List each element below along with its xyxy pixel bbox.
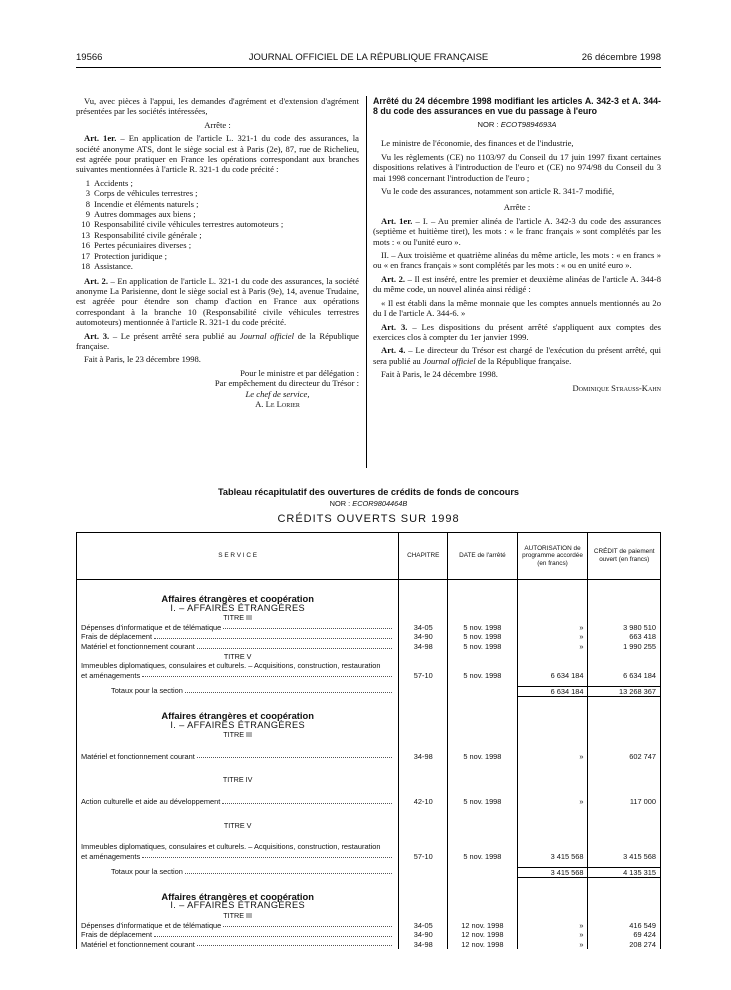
- row-chapitre: 34-98: [399, 752, 448, 762]
- row-label: Frais de déplacement: [81, 930, 153, 940]
- row-label: Matériel et fonctionnement courant: [81, 939, 195, 949]
- section-row: [77, 721, 661, 731]
- spacer-row: [77, 761, 661, 775]
- titre-heading: TITRE V: [77, 821, 399, 831]
- article-2: [373, 274, 661, 295]
- row-chapitre: 57-10: [399, 852, 448, 862]
- row-chapitre: 34-05: [399, 623, 448, 633]
- article-3: [373, 322, 661, 343]
- row-credit: 1 990 255: [588, 642, 661, 652]
- row-chapitre: 34-98: [399, 940, 448, 950]
- right-column: [373, 96, 661, 396]
- total-label: Totaux pour la section: [111, 686, 183, 696]
- article-text: – En application de l'article L. 321-1 du code des assurances, la société anonyme La Parisienne, dont le siège social est à Paris (9e), 14, avenue Trudaine, est agréée pour étendre son champ d'action en France aux opérations correspondant à la branche 10 (Responsabilité civile véhicules terrestres automoteurs) mentionnée à l'article R. 321-1 du code précité.: [76, 275, 359, 328]
- branch-number: 17: [81, 250, 90, 261]
- branch-item: [76, 178, 359, 188]
- branch-label: Accidents ;: [94, 177, 133, 188]
- nor-label: NOR :: [329, 499, 351, 508]
- row-autorisation: »: [517, 752, 588, 762]
- branch-label: Pertes pécuniaires diverses ;: [94, 240, 192, 251]
- row-chapitre: 57-10: [399, 671, 448, 681]
- row-date: 5 nov. 1998: [448, 852, 517, 862]
- branch-label: Assistance.: [94, 261, 133, 272]
- article-label: Art. 4.: [381, 345, 406, 356]
- titre-heading: TITRE V: [77, 652, 399, 662]
- titre-heading: TITRE IV: [77, 775, 399, 785]
- visa-2: Vu le code des assurances, notamment son article R. 341-7 modifié,: [381, 186, 615, 197]
- table-row: [77, 921, 661, 931]
- issue-date: 26 décembre 1998: [581, 52, 661, 63]
- titre-row: [77, 652, 661, 662]
- branch-item: [76, 261, 359, 271]
- row-autorisation: »: [517, 642, 588, 652]
- titre-row: [77, 613, 661, 623]
- article-label: Art. 3.: [381, 321, 408, 332]
- branch-label: Incendie et éléments naturels ;: [94, 198, 199, 209]
- ministry-heading: Affaires étrangères et coopération: [77, 878, 399, 902]
- row-label-line: Immeubles diplomatiques, consulaires et culturels. – Acquisitions, construction, restauration: [77, 661, 399, 671]
- signatory-name: Dominique Strauss-Kahn: [572, 382, 661, 393]
- titre-heading: TITRE III: [77, 730, 399, 740]
- table-heading: [76, 487, 661, 525]
- article-text: – En application de l'article L. 321-1 du code des assurances, la société anonyme ATS, dont le siège social est à Paris (2e), 87, rue de Richelieu, est agréée pour pratiquer en France les opérations correspondant aux branches suivantes mentionnées à l'article R. 321-1 du code précité :: [76, 133, 359, 175]
- row-autorisation: »: [517, 930, 588, 940]
- row-chapitre: 42-10: [399, 797, 448, 807]
- article-text: – Le directeur du Trésor est chargé de l'exécution du présent arrêté, qui sera publié au: [373, 345, 662, 366]
- table-header-row: [77, 533, 661, 580]
- col-chapitre: CHAPITRE: [399, 533, 448, 580]
- branch-number: 1: [85, 177, 90, 188]
- visa-1: Vu les règlements (CE) no 1103/97 du Conseil du 17 juin 1997 fixant certaines dispositions relatives à l'introduction de l'euro et (CE) no 974/98 du Conseil du 3 mai 1998 concernant l'introduction de l'euro ;: [373, 151, 661, 183]
- titre-row: [77, 775, 661, 785]
- row-date: 12 nov. 1998: [448, 930, 517, 940]
- ministry-row: [77, 580, 661, 604]
- row-date: 5 nov. 1998: [448, 671, 517, 681]
- article-2: [76, 276, 359, 328]
- branch-label: Autres dommages aux biens ;: [94, 209, 196, 220]
- signature-line-2: Par empêchement du directeur du Trésor :: [214, 378, 359, 389]
- article-1: [373, 216, 661, 247]
- spacer-row: [77, 830, 661, 842]
- row-date: 12 nov. 1998: [448, 921, 517, 931]
- page-number: 19566: [76, 52, 103, 63]
- table-row: [77, 797, 661, 807]
- row-credit: 602 747: [588, 752, 661, 762]
- titre-row: [77, 821, 661, 831]
- fait-line: Fait à Paris, le 23 décembre 1998.: [84, 354, 201, 365]
- header-rule: [76, 67, 661, 68]
- row-autorisation: 3 415 568: [517, 852, 588, 862]
- signatory-name: A. Le Lorier: [255, 398, 300, 409]
- row-label: Matériel et fonctionnement courant: [81, 751, 195, 761]
- row-chapitre: 34-90: [399, 930, 448, 940]
- titre-heading: TITRE III: [77, 911, 399, 921]
- section-row: [77, 901, 661, 911]
- branch-number: 16: [81, 240, 90, 251]
- article-3: [76, 331, 359, 352]
- col-autorisation: AUTORISATION de programme accordée (en francs): [517, 533, 588, 580]
- article-text: de la République française.: [475, 355, 572, 366]
- titre-row: [77, 911, 661, 921]
- branch-number: 8: [85, 198, 90, 209]
- article-1-ii: II. – Aux troisième et quatrième alinéas du même article, les mots : « en francs » ou « en francs français » sont complétés par les mots : « ou en unité euro ».: [373, 250, 661, 271]
- row-date: 5 nov. 1998: [448, 752, 517, 762]
- nor-label: NOR :: [477, 120, 499, 129]
- row-label: Matériel et fonctionnement courant: [81, 641, 195, 651]
- table-row: [77, 752, 661, 762]
- branch-item: [76, 219, 359, 229]
- branch-number: 3: [85, 188, 90, 199]
- row-chapitre: 34-98: [399, 642, 448, 652]
- row-credit: 117 000: [588, 797, 661, 807]
- journal-name: Journal officiel: [422, 355, 476, 366]
- journal-title: JOURNAL OFFICIEL DE LA RÉPUBLIQUE FRANÇAISE: [248, 52, 489, 63]
- branch-label: Responsabilité civile véhicules terrestres automoteurs ;: [94, 219, 284, 230]
- signature-role: [196, 389, 359, 399]
- table-subtitle: CRÉDITS OUVERTS SUR 1998: [277, 513, 460, 525]
- branch-item: [76, 240, 359, 250]
- total-credit: 4 135 315: [588, 867, 661, 878]
- row-credit: 3 980 510: [588, 623, 661, 633]
- row-label: et aménagements: [81, 670, 141, 680]
- branch-item: [76, 199, 359, 209]
- row-credit: 663 418: [588, 632, 661, 642]
- article-1: [76, 133, 359, 175]
- row-chapitre: 34-90: [399, 632, 448, 642]
- row-date: 5 nov. 1998: [448, 797, 517, 807]
- row-credit: 6 634 184: [588, 671, 661, 681]
- row-autorisation: »: [517, 921, 588, 931]
- minister-line: Le ministre de l'économie, des finances et de l'industrie,: [381, 138, 574, 149]
- total-row: [77, 867, 661, 878]
- nor-reference: [373, 120, 661, 130]
- article-text: – Les dispositions du présent arrêté s'appliquent aux comptes des exercices clos à compter du 1er janvier 1999.: [373, 321, 661, 342]
- table-row: [77, 940, 661, 950]
- ministry-row: [77, 878, 661, 902]
- table-row-cont: [77, 842, 661, 852]
- table-row: [77, 852, 661, 862]
- row-date: 5 nov. 1998: [448, 623, 517, 633]
- col-date: DATE de l'arrêté: [448, 533, 517, 580]
- total-label: Totaux pour la section: [111, 867, 183, 877]
- table-row: [77, 642, 661, 652]
- branch-number: 10: [81, 219, 90, 230]
- branch-number: 18: [81, 261, 90, 272]
- arrete-heading: Arrête :: [503, 202, 531, 213]
- table-row-cont: [77, 661, 661, 671]
- branch-list: [76, 178, 359, 272]
- article-text: – I. – Au premier alinéa de l'article A. 342-3 du code des assurances (septième et huitième tiret), les mots : « le franc français » sont complétés par les mots : « ou l'unité euro ».: [373, 215, 661, 247]
- column-divider: [366, 96, 367, 468]
- arrete-heading: Arrête :: [204, 119, 231, 130]
- row-credit: 416 549: [588, 921, 661, 931]
- branch-number: 9: [85, 209, 90, 220]
- section-heading: I. – AFFAIRES ÉTRANGÈRES: [77, 604, 399, 614]
- section-row: [77, 604, 661, 614]
- article-text: – Il est inséré, entre les premier et deuxième alinéas de l'article A. 344-8 du même code, un nouvel alinéa ainsi rédigé :: [373, 273, 661, 295]
- table-title: Tableau récapitulatif des ouvertures de crédits de fonds de concours: [217, 487, 520, 497]
- branch-item: [76, 230, 359, 240]
- article-text: – Le présent arrêté sera publié au: [109, 330, 240, 341]
- branch-label: Responsabilité civile générale ;: [94, 229, 202, 240]
- row-autorisation: »: [517, 797, 588, 807]
- table-row: [77, 671, 661, 681]
- row-label: Frais de déplacement: [81, 632, 153, 642]
- credits-table: [76, 532, 661, 949]
- fait-line: Fait à Paris, le 24 décembre 1998.: [381, 369, 498, 380]
- total-credit: 13 268 367: [588, 686, 661, 697]
- col-credit: CRÉDIT de paiement ouvert (en francs): [588, 533, 661, 580]
- spacer-row: [77, 785, 661, 797]
- table-row: [77, 623, 661, 633]
- article-2-quote: « Il est établi dans la même monnaie que les comptes annuels mentionnés au 2o du I de l'article A. 344-6. »: [373, 297, 661, 319]
- row-autorisation: 6 634 184: [517, 671, 588, 681]
- article-label: Art. 1er.: [381, 215, 413, 226]
- decree-title: Arrêté du 24 décembre 1998 modifiant les articles A. 342-3 et A. 344-8 du code des assurances en vue du passage à l'euro: [373, 96, 661, 116]
- row-label: Action culturelle et aide au développement: [81, 796, 221, 806]
- left-column: [76, 96, 359, 409]
- row-chapitre: 34-05: [399, 921, 448, 931]
- row-credit: 3 415 568: [588, 852, 661, 862]
- row-label-line: Immeubles diplomatiques, consulaires et culturels. – Acquisitions, construction, restauration: [77, 842, 399, 852]
- journal-name: Journal officiel: [239, 330, 295, 341]
- total-autorisation: 3 415 568: [517, 867, 588, 878]
- total-row: [77, 686, 661, 697]
- table-row: [77, 930, 661, 940]
- branch-label: Corps de véhicules terrestres ;: [94, 188, 198, 199]
- branch-label: Protection juridique ;: [94, 250, 168, 261]
- spacer-row: [77, 740, 661, 752]
- row-date: 5 nov. 1998: [448, 642, 517, 652]
- ministry-heading: Affaires étrangères et coopération: [77, 580, 399, 604]
- branch-item: [76, 209, 359, 219]
- col-service: S E R V I C E: [77, 533, 399, 580]
- intro-paragraph: Vu, avec pièces à l'appui, les demandes d'agrément et d'extension d'agrément présentées par les sociétés intéressées,: [76, 96, 359, 117]
- total-autorisation: 6 634 184: [517, 686, 588, 697]
- row-date: 12 nov. 1998: [448, 940, 517, 950]
- branch-item: [76, 251, 359, 261]
- branch-item: [76, 188, 359, 198]
- branch-number: 13: [81, 229, 90, 240]
- row-label: Dépenses d'informatique et de télématique: [81, 920, 222, 930]
- row-credit: 69 424: [588, 930, 661, 940]
- titre-row: [77, 730, 661, 740]
- article-4: [373, 345, 661, 366]
- ministry-heading: Affaires étrangères et coopération: [77, 697, 399, 721]
- signature-line-1: Pour le ministre et par délégation :: [240, 367, 359, 378]
- row-credit: 208 274: [588, 940, 661, 950]
- article-label: Art. 2.: [381, 273, 406, 284]
- row-autorisation: »: [517, 623, 588, 633]
- row-autorisation: »: [517, 940, 588, 950]
- article-label: Art. 3.: [84, 330, 110, 341]
- section-heading: I. – AFFAIRES ÉTRANGÈRES: [77, 721, 399, 731]
- row-label: Dépenses d'informatique et de télématique: [81, 622, 222, 632]
- signatory-title: Le chef de service,: [245, 388, 310, 399]
- section-heading: I. – AFFAIRES ÉTRANGÈRES: [77, 901, 399, 911]
- nor-code: ECOT9894693A: [500, 120, 557, 129]
- row-date: 5 nov. 1998: [448, 632, 517, 642]
- row-label: et aménagements: [81, 851, 141, 861]
- article-label: Art. 2.: [84, 275, 108, 286]
- nor-code: ECOR9804464B: [352, 499, 408, 508]
- table-row: [77, 632, 661, 642]
- table-body: [77, 580, 661, 950]
- page-header: [76, 52, 661, 66]
- nor-reference: [76, 499, 661, 508]
- ministry-row: [77, 697, 661, 721]
- spacer-row: [77, 807, 661, 821]
- titre-heading: TITRE III: [77, 613, 399, 623]
- row-autorisation: »: [517, 632, 588, 642]
- article-label: Art. 1er.: [84, 133, 117, 144]
- article-text: de la République française.: [76, 330, 359, 351]
